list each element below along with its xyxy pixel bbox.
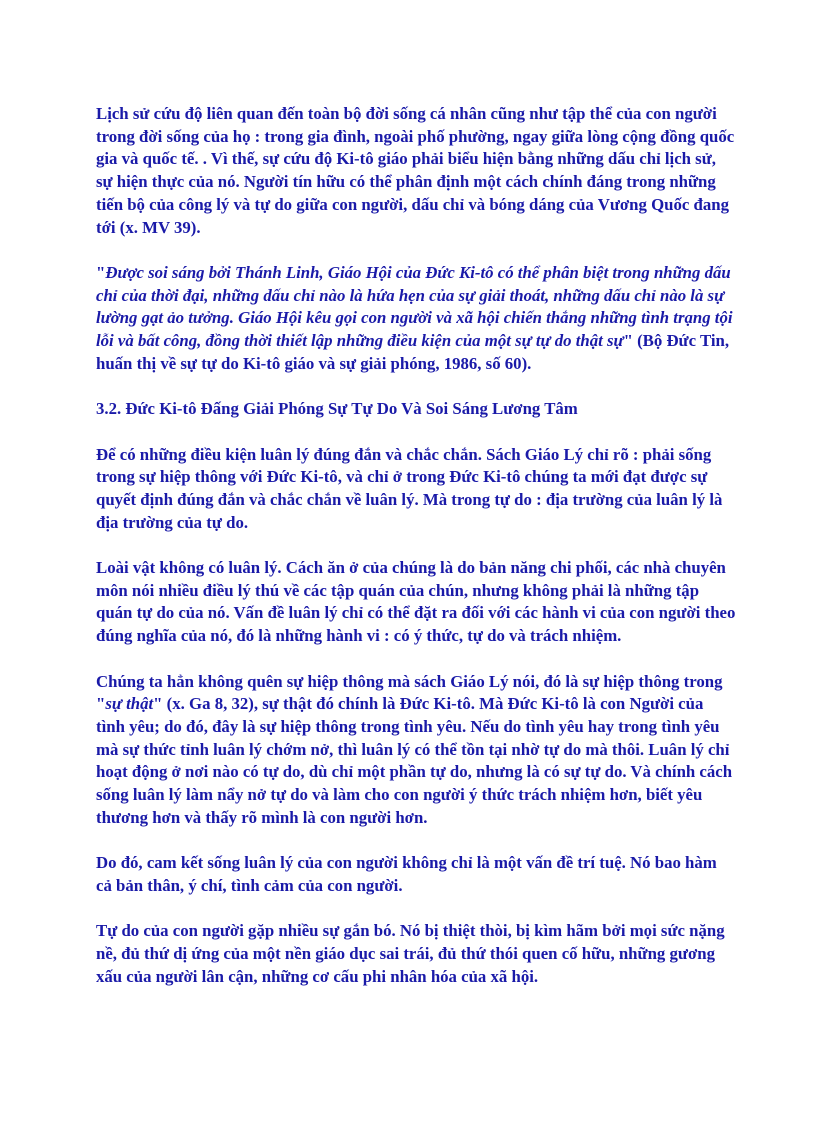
paragraph-moral-conditions: Để có những điều kiện luân lý đúng đắn và chắc chắn. Sách Giáo Lý chỉ rõ : phải sống trong sự hiệp thông với Đức Ki-tô, và chỉ ở trong Đức Ki-tô chúng ta mới đạt được sự quyết định đúng đắn và chắc chắn về luân lý. Mà trong tự do : địa trường của luân lý là địa trường của tự do. (96, 444, 723, 532)
section-heading: 3.2. Đức Ki-tô Đấng Giải Phóng Sự Tự Do Và Soi Sáng Lương Tâm (96, 399, 578, 419)
paragraph-moral-commitment: Do đó, cam kết sống luân lý của con người không chỉ là một vấn đề trí tuệ. Nó bao hàm cả bản thân, ý chí, tình cảm của con người. (96, 853, 717, 895)
quotation-text: Được soi sáng bởi Thánh Linh, Giáo Hội của Đức Ki-tô có thể phân biệt trong những dấu chỉ của thời đại, những dấu chỉ nào là hứa hẹn của sự giải thoát, những dấu chỉ nào là sự lường gạt ảo tưởng. Giáo Hội kêu gọi con người và xã hội chiến thắng những tình trạng tội lỗi và bất công, đồng thời thiết lập những điều kiện của một sự tự do thật sự (96, 262, 733, 351)
open-quote: " (96, 262, 106, 282)
communion-text-start: Chúng ta hẳn không quên sự hiệp thông mà sách Giáo Lý nói, đó là sự hiệp thông trong " (96, 671, 723, 714)
paragraph-salvation-history: Lịch sử cứu độ liên quan đến toàn bộ đời sống cá nhân cũng như tập thể của con người trong đời sống của họ : trong gia đình, ngoài phố phường, ngay giữa lòng cộng đồng quốc gia và quốc tế. . Vì thế, sự cứu độ Ki-tô giáo phải biểu hiện bằng những dấu chỉ lịch sử, sự hiện thực của nó. Người tín hữu có thể phân định một cách chính đáng trong những tiến bộ của công lý và tự do giữa con người, dấu chỉ và bóng dáng của Vương Quốc đang tới (x. MV 39). (96, 104, 735, 237)
paragraph-freedom-attachments: Tự do của con người gặp nhiều sự gắn bó. Nó bị thiệt thòi, bị kìm hãm bởi mọi sức nặng nề, đủ thứ dị ứng của một nền giáo dục sai trái, đủ thứ thói quen cố hữu, những gương xấu của người lân cận, những cơ cấu phi nhân hóa của xã hội. (96, 921, 725, 986)
communion-text-end: " (x. Ga 8, 32), sự thật đó chính là Đức Ki-tô. Mà Đức Ki-tô là con Người của tình yêu; do đó, đây là sự hiệp thông trong tình yêu. Nếu do tình yêu hay trong tình yêu mà sự thức tỉnh luân lý chớm nở, thì luân lý có thể tồn tại nhờ tự do mà thôi. Luân lý chỉ hoạt động ở nơi nào có tự do, dù chỉ một phần tự do, nhưng là có sự tự do. Và chính cách sống luân lý làm nẩy nở tự do và làm cho con người ý thức trách nhiệm hơn, biết yêu thương hơn và thấy rõ mình là con người hơn. (96, 694, 733, 827)
paragraph-communion-truth (96, 671, 736, 830)
document-page (96, 103, 736, 1011)
truth-emphasis: sự thật (105, 694, 154, 714)
quotation-citation: " (Bộ Đức Tin, huấn thị về sự tự do Ki-tô giáo và sự giải phóng, 1986, số 60). (96, 331, 730, 373)
paragraph-quotation (96, 262, 736, 376)
paragraph-animals-morality: Loài vật không có luân lý. Cách ăn ở của chúng là do bản năng chi phối, các nhà chuyên môn nói nhiều điều lý thú về các tập quán của chún, nhưng không phải là những tập quán tự do của nó. Vấn đề luân lý chỉ có thể đặt ra đối với các hành vi của con người theo đúng nghĩa của nó, đó là những hành vi : có ý thức, tự do và trách nhiệm. (96, 558, 736, 646)
